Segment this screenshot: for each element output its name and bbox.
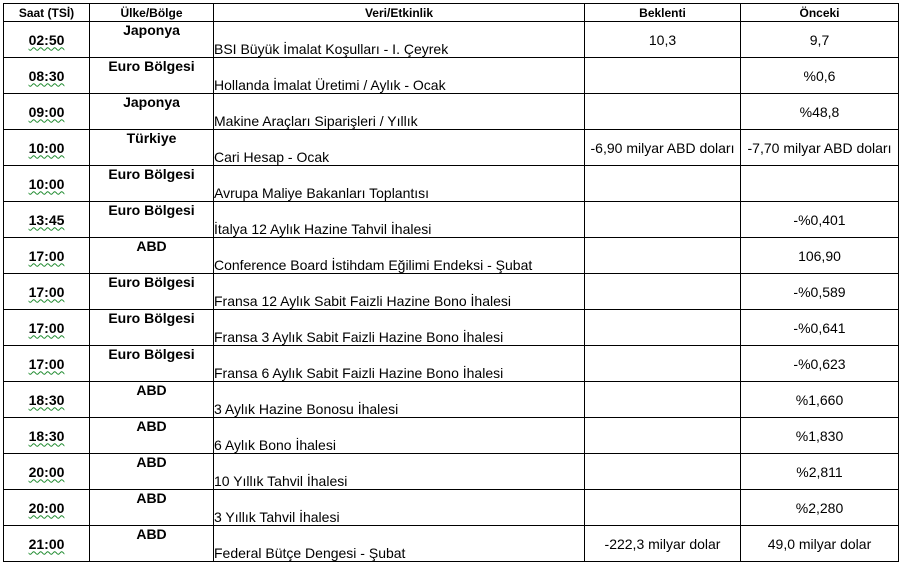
- previous-cell: %2,280: [741, 490, 899, 526]
- time-cell: [4, 418, 90, 454]
- time-value: 18:30: [28, 427, 65, 444]
- time-cell: [4, 94, 90, 130]
- expected-cell: 10,3: [585, 22, 741, 58]
- event-cell: Makine Araçları Siparişleri / Yıllık: [214, 94, 585, 130]
- previous-cell: 106,90: [741, 238, 899, 274]
- header-expected: Beklenti: [585, 4, 741, 22]
- previous-cell: %1,660: [741, 382, 899, 418]
- region-cell: ABD: [90, 238, 214, 274]
- previous-cell: [741, 166, 899, 202]
- expected-cell: -222,3 milyar dolar: [585, 526, 741, 562]
- time-cell: [4, 274, 90, 310]
- time-value: 17:00: [28, 247, 65, 264]
- event-cell: Avrupa Maliye Bakanları Toplantısı: [214, 166, 585, 202]
- time-cell: [4, 526, 90, 562]
- header-region: Ülke/Bölge: [90, 4, 214, 22]
- time-value: 21:00: [28, 535, 65, 552]
- region-cell: Türkiye: [90, 130, 214, 166]
- event-cell: Fransa 6 Aylık Sabit Faizli Hazine Bono İhalesi: [214, 346, 585, 382]
- time-value: 20:00: [28, 463, 65, 480]
- event-cell: Federal Bütçe Dengesi - Şubat: [214, 526, 585, 562]
- time-value: 10:00: [28, 175, 65, 192]
- expected-cell: [585, 202, 741, 238]
- time-cell: [4, 490, 90, 526]
- time-cell: [4, 310, 90, 346]
- event-cell: Hollanda İmalat Üretimi / Aylık - Ocak: [214, 58, 585, 94]
- event-cell: BSI Büyük İmalat Koşulları - I. Çeyrek: [214, 22, 585, 58]
- event-cell: Fransa 12 Aylık Sabit Faizli Hazine Bono İhalesi: [214, 274, 585, 310]
- time-cell: [4, 22, 90, 58]
- time-value: 13:45: [28, 211, 65, 228]
- expected-cell: [585, 58, 741, 94]
- time-value: 02:50: [28, 31, 65, 48]
- table-row: [4, 418, 899, 454]
- header-row: [4, 4, 899, 22]
- table-row: [4, 94, 899, 130]
- time-cell: [4, 58, 90, 94]
- table-row: [4, 58, 899, 94]
- header-time: Saat (TSİ): [4, 4, 90, 22]
- previous-cell: -%0,589: [741, 274, 899, 310]
- region-cell: Euro Bölgesi: [90, 346, 214, 382]
- previous-cell: -%0,623: [741, 346, 899, 382]
- event-cell: 3 Aylık Hazine Bonosu İhalesi: [214, 382, 585, 418]
- expected-cell: [585, 94, 741, 130]
- table-row: [4, 490, 899, 526]
- previous-cell: 49,0 milyar dolar: [741, 526, 899, 562]
- header-event: Veri/Etkinlik: [214, 4, 585, 22]
- header-previous: Önceki: [741, 4, 899, 22]
- previous-cell: %1,830: [741, 418, 899, 454]
- expected-cell: -6,90 milyar ABD doları: [585, 130, 741, 166]
- table-row: [4, 274, 899, 310]
- table-row: [4, 454, 899, 490]
- time-value: 17:00: [28, 355, 65, 372]
- expected-cell: [585, 454, 741, 490]
- region-cell: Euro Bölgesi: [90, 310, 214, 346]
- table-row: [4, 22, 899, 58]
- table-row: [4, 346, 899, 382]
- time-value: 20:00: [28, 499, 65, 516]
- time-cell: [4, 454, 90, 490]
- time-value: 08:30: [28, 67, 65, 84]
- event-cell: Fransa 3 Aylık Sabit Faizli Hazine Bono İhalesi: [214, 310, 585, 346]
- event-cell: Cari Hesap - Ocak: [214, 130, 585, 166]
- expected-cell: [585, 346, 741, 382]
- expected-cell: [585, 238, 741, 274]
- expected-cell: [585, 418, 741, 454]
- region-cell: ABD: [90, 454, 214, 490]
- economic-calendar-table: [3, 3, 899, 562]
- time-cell: [4, 382, 90, 418]
- time-cell: [4, 130, 90, 166]
- previous-cell: 9,7: [741, 22, 899, 58]
- table-row: [4, 238, 899, 274]
- previous-cell: %2,811: [741, 454, 899, 490]
- time-cell: [4, 202, 90, 238]
- table-row: [4, 166, 899, 202]
- expected-cell: [585, 166, 741, 202]
- region-cell: Euro Bölgesi: [90, 166, 214, 202]
- previous-cell: -7,70 milyar ABD doları: [741, 130, 899, 166]
- table-row: [4, 310, 899, 346]
- expected-cell: [585, 382, 741, 418]
- expected-cell: [585, 310, 741, 346]
- table-row: [4, 202, 899, 238]
- event-cell: İtalya 12 Aylık Hazine Tahvil İhalesi: [214, 202, 585, 238]
- time-value: 10:00: [28, 139, 65, 156]
- table-row: [4, 130, 899, 166]
- time-cell: [4, 346, 90, 382]
- expected-cell: [585, 490, 741, 526]
- time-cell: [4, 238, 90, 274]
- region-cell: Euro Bölgesi: [90, 202, 214, 238]
- region-cell: Euro Bölgesi: [90, 58, 214, 94]
- table-row: [4, 382, 899, 418]
- event-cell: Conference Board İstihdam Eğilimi Endeksi - Şubat: [214, 238, 585, 274]
- region-cell: Japonya: [90, 94, 214, 130]
- previous-cell: -%0,401: [741, 202, 899, 238]
- expected-cell: [585, 274, 741, 310]
- time-value: 17:00: [28, 319, 65, 336]
- region-cell: ABD: [90, 526, 214, 562]
- event-cell: 6 Aylık Bono İhalesi: [214, 418, 585, 454]
- previous-cell: %0,6: [741, 58, 899, 94]
- region-cell: Japonya: [90, 22, 214, 58]
- region-cell: ABD: [90, 418, 214, 454]
- event-cell: 10 Yıllık Tahvil İhalesi: [214, 454, 585, 490]
- time-value: 18:30: [28, 391, 65, 408]
- event-cell: 3 Yıllık Tahvil İhalesi: [214, 490, 585, 526]
- time-value: 09:00: [28, 103, 65, 120]
- region-cell: ABD: [90, 490, 214, 526]
- time-value: 17:00: [28, 283, 65, 300]
- region-cell: Euro Bölgesi: [90, 274, 214, 310]
- previous-cell: -%0,641: [741, 310, 899, 346]
- table-row: [4, 526, 899, 562]
- time-cell: [4, 166, 90, 202]
- region-cell: ABD: [90, 382, 214, 418]
- previous-cell: %48,8: [741, 94, 899, 130]
